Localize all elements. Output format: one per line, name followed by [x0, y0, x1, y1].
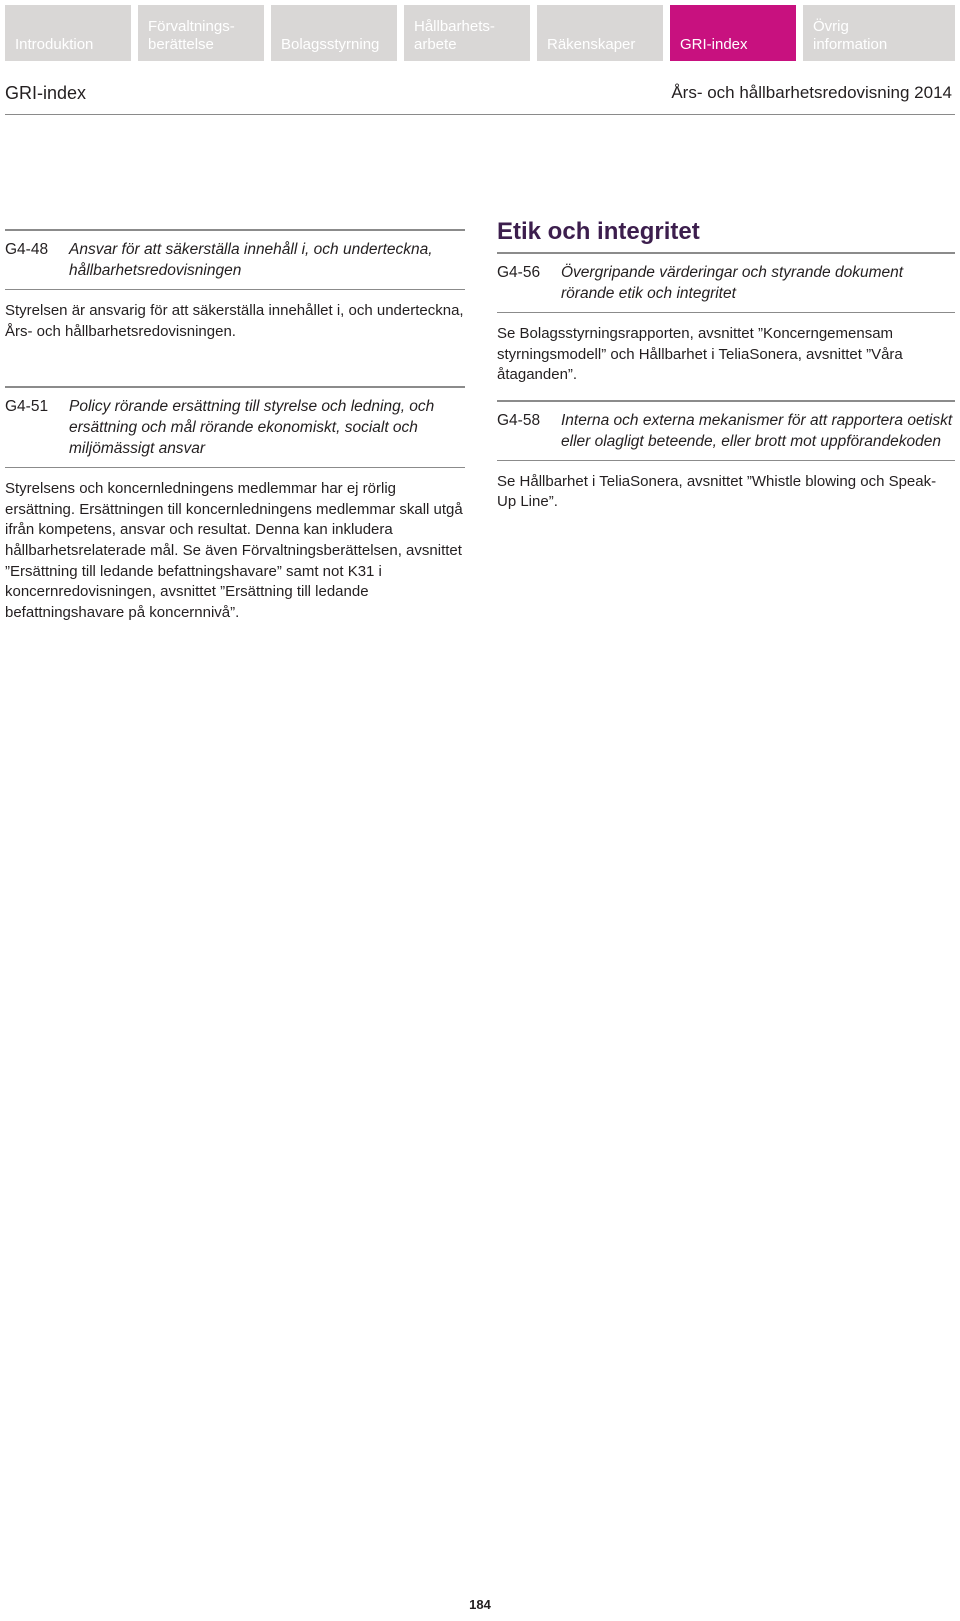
tab-label-line2: arbete	[414, 36, 457, 53]
tab-label-line1: Övrig	[813, 18, 849, 35]
tab-hallbarhetsarbete[interactable]	[404, 5, 530, 61]
item-title: Övergripande värderingar och styrande dokument rörande etik och integritet	[561, 264, 904, 302]
item-code: G4-51	[5, 398, 49, 416]
section-title: Etik och integritet	[497, 218, 700, 245]
item-header	[5, 386, 465, 468]
item-header	[497, 252, 955, 313]
item-body: Se Hållbarhet i TeliaSonera, avsnittet ”Whistle blowing och Speak-Up Line”.	[497, 472, 937, 511]
tab-forvaltningsberattelse[interactable]	[138, 5, 264, 61]
tab-label-line2: Bolagsstyrning	[281, 36, 380, 53]
item-header	[5, 229, 465, 290]
tab-label-line2: Introduktion	[15, 36, 94, 53]
item-code: G4-48	[5, 241, 49, 258]
item-title: Interna och externa mekanismer för att rapportera oetiskt eller olagligt beteende, eller brott mot uppförandekoden	[561, 411, 953, 450]
item-body: Styrelsens och koncernledningens medlemmar har ej rörlig ersättning. Ersättningen till koncernledningens medlemmar skall utgå ifrån kompetens, ansvar och resultat. Denna kan inkludera hållbarhetsrelaterade mål. Se även Förvaltningsberättelsen, avsnittet ”Ersättning till ledande befattningshavare” samt not K31 i koncernredovisningen, avsnittet ”Ersättning till ledande befattningshavare på koncernnivå”.	[5, 480, 463, 621]
tab-label-line2: Räkenskaper	[547, 36, 636, 53]
tab-label-line2: berättelse	[148, 36, 214, 53]
item-title: Ansvar för att säkerställa innehåll i, och underteckna, hållbarhetsredovisningen	[69, 241, 433, 279]
left-column	[5, 229, 465, 623]
tab-introduktion[interactable]	[5, 5, 131, 61]
item-body: Se Bolagsstyrningsrapporten, avsnittet ”Koncerngemensam styrningsmodell” och Hållbarhet i TeliaSonera, avsnittet ”Våra åtaganden”.	[497, 325, 903, 384]
item-body: Styrelsen är ansvarig för att säkerställa innehållet i, och underteckna, Års- och hållbarhetsredovisningen.	[5, 302, 464, 340]
item-code: G4-56	[497, 264, 541, 281]
gri-item-g4-56	[497, 252, 955, 386]
tab-label-line2: GRI-index	[680, 36, 748, 53]
item-code: G4-58	[497, 411, 541, 429]
gri-item-g4-58	[497, 400, 955, 513]
tab-gri-index[interactable]	[670, 5, 796, 61]
right-column	[497, 217, 955, 513]
gri-item-g4-48	[5, 229, 465, 342]
header-divider	[5, 114, 955, 115]
section-tabs	[5, 5, 955, 61]
tab-rakenskaper[interactable]	[537, 5, 663, 61]
page-title: GRI-index	[5, 83, 87, 103]
tab-label-line1: Hållbarhets-	[414, 18, 495, 35]
tab-label-line1: Förvaltnings-	[148, 18, 235, 35]
page-number: 184	[469, 1597, 491, 1612]
gri-item-g4-51	[5, 386, 465, 623]
report-title: Års- och hållbarhetsredovisning 2014	[671, 83, 952, 102]
tab-bolagsstyrning[interactable]	[271, 5, 397, 61]
tab-ovrig-information[interactable]	[803, 5, 955, 61]
item-title: Policy rörande ersättning till styrelse och ledning, och ersättning och mål rörande ekonomiskt, socialt och miljömässigt ansvar	[69, 398, 435, 458]
tab-label-line2: information	[813, 36, 888, 53]
item-header	[497, 400, 955, 461]
